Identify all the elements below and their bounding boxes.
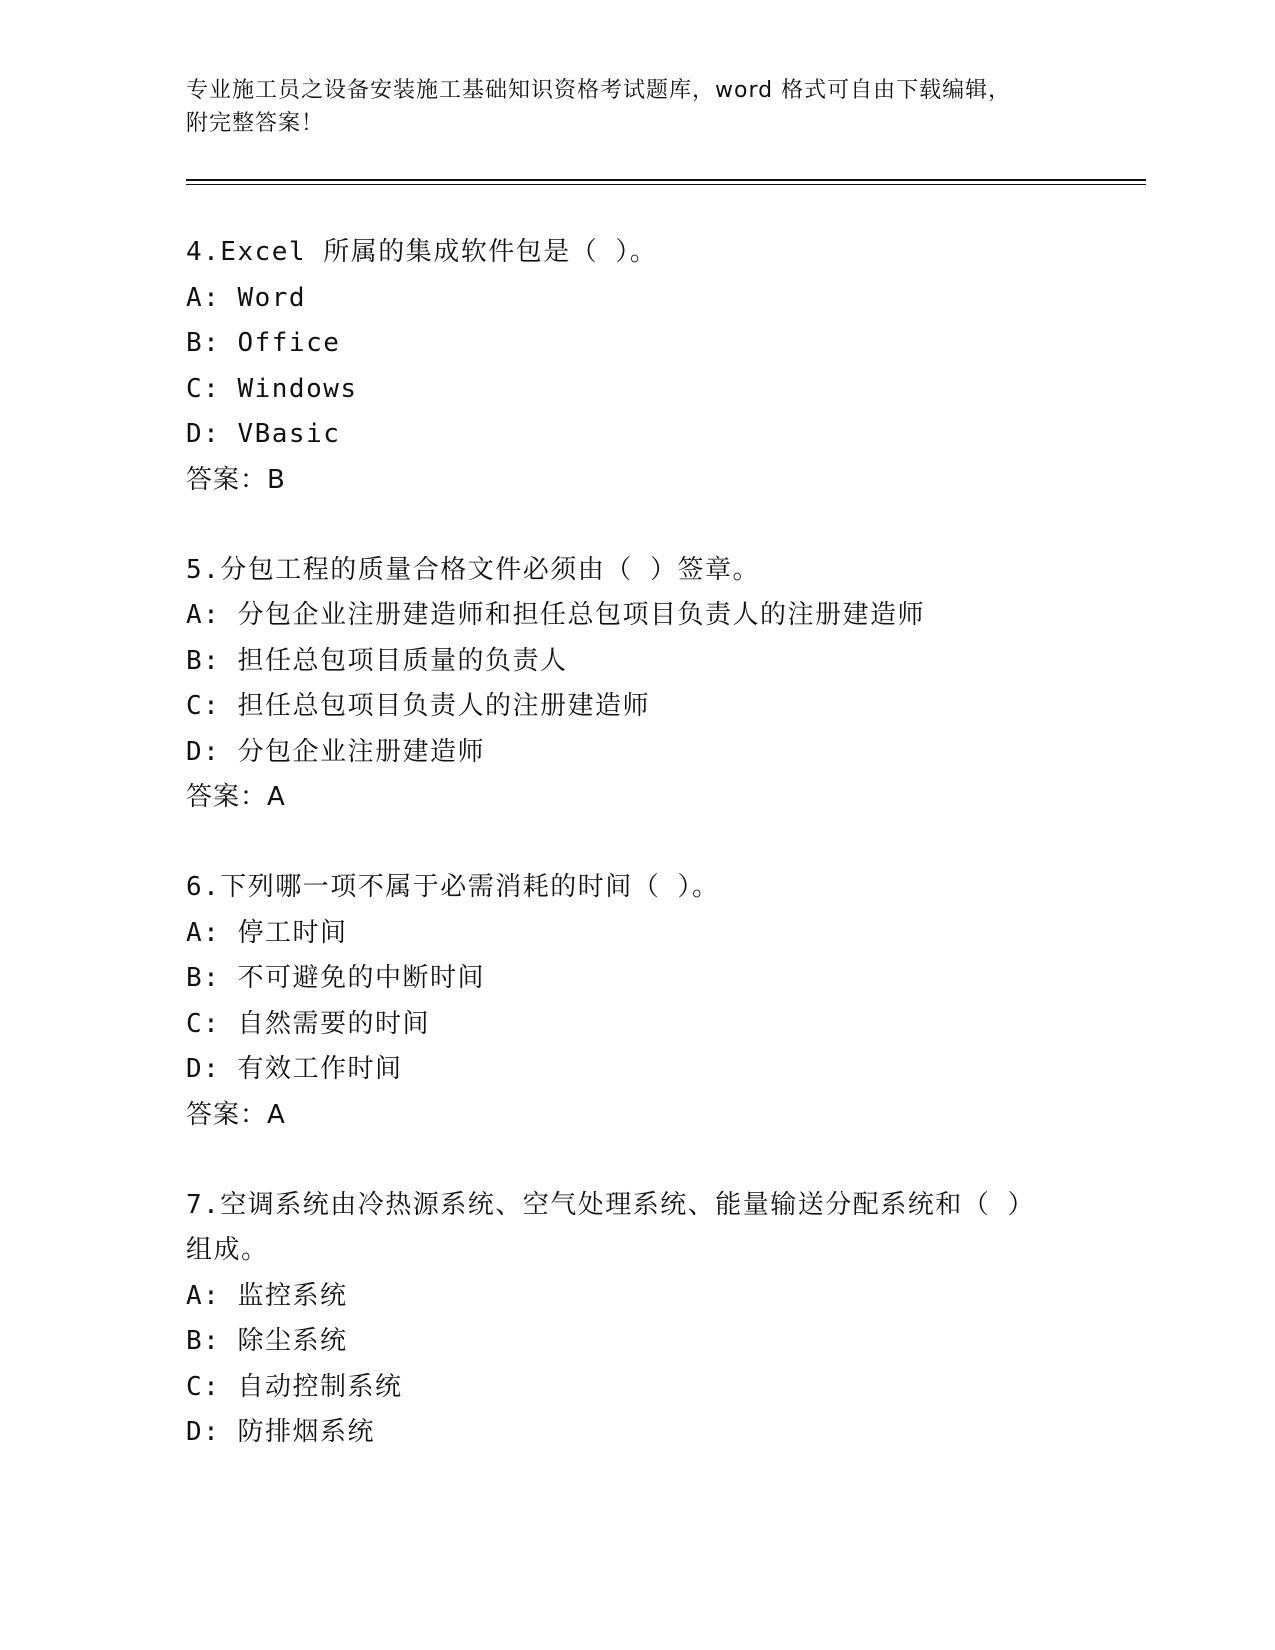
question-7	[186, 1183, 1146, 1456]
answer-value: A	[267, 1099, 286, 1130]
option-text: 防排烟系统	[237, 1417, 375, 1447]
option-text: 有效工作时间	[237, 1054, 403, 1084]
answer-line	[186, 1093, 1146, 1138]
option-text: 分包企业注册建造师	[237, 736, 485, 767]
header-rule-thin	[186, 184, 1146, 185]
option-letter: A:	[186, 282, 221, 313]
option-c	[186, 367, 1146, 413]
option-text: 担任总包项目负责人的注册建造师	[237, 691, 650, 721]
question-stem: 6.下列哪一项不属于必需消耗的时间（ ）。	[186, 872, 720, 902]
question-stem: 7.空调系统由冷热源系统、空气处理系统、能量输送分配系统和（ ）	[186, 1189, 1035, 1220]
option-d	[186, 412, 1146, 458]
question-6	[186, 865, 1146, 1138]
option-letter: B:	[186, 328, 221, 358]
option-letter: C:	[186, 1371, 221, 1402]
option-d	[186, 1410, 1146, 1456]
option-text: 停工时间	[237, 917, 348, 948]
option-text: VBasic	[237, 419, 341, 449]
header-line-1: 专业施工员之设备安装施工基础知识资格考试题库，word 格式可自由下载编辑，	[186, 78, 1012, 103]
option-letter: D:	[186, 1054, 221, 1084]
option-text: Word	[237, 282, 307, 313]
option-letter: A:	[186, 600, 221, 630]
option-text: 自然需要的时间	[237, 1008, 430, 1039]
option-text: 除尘系统	[237, 1326, 348, 1356]
answer-label: 答案：	[186, 464, 268, 495]
option-letter: D:	[186, 419, 221, 449]
option-text: 自动控制系统	[237, 1371, 403, 1402]
option-a	[186, 593, 1146, 639]
option-letter: B:	[186, 963, 221, 993]
option-letter: C:	[186, 373, 221, 404]
option-c	[186, 1365, 1146, 1411]
option-d	[186, 730, 1146, 776]
option-letter: A:	[186, 917, 221, 948]
header-line-2: 附完整答案！	[186, 111, 325, 136]
option-a	[186, 1274, 1146, 1320]
option-a	[186, 276, 1146, 322]
option-text: 监控系统	[237, 1280, 348, 1311]
option-d	[186, 1047, 1146, 1093]
option-a	[186, 911, 1146, 957]
question-5	[186, 548, 1146, 821]
option-b	[186, 956, 1146, 1002]
question-list	[186, 230, 1146, 1501]
question-stem-continued: 组成。	[186, 1235, 269, 1265]
question-4	[186, 230, 1146, 503]
answer-line	[186, 775, 1146, 820]
answer-label: 答案：	[186, 782, 268, 812]
option-letter: C:	[186, 1008, 221, 1039]
option-letter: B:	[186, 1326, 221, 1356]
option-letter: A:	[186, 1280, 221, 1311]
option-letter: B:	[186, 645, 221, 676]
answer-value: B	[267, 464, 286, 495]
option-c	[186, 684, 1146, 730]
question-stem: 4.Excel 所属的集成软件包是（ ）。	[186, 237, 658, 267]
document-header	[186, 74, 1066, 140]
option-letter: C:	[186, 691, 221, 721]
answer-label: 答案：	[186, 1099, 268, 1130]
option-b	[186, 1319, 1146, 1365]
option-text: 不可避免的中断时间	[237, 963, 485, 993]
option-c	[186, 1002, 1146, 1048]
option-text: 分包企业注册建造师和担任总包项目负责人的注册建造师	[237, 600, 925, 630]
question-stem: 5.分包工程的质量合格文件必须由（ ）签章。	[186, 554, 760, 585]
answer-value: A	[267, 782, 286, 812]
option-letter: D:	[186, 736, 221, 767]
option-text: Windows	[237, 373, 358, 404]
option-b	[186, 321, 1146, 367]
answer-line	[186, 458, 1146, 503]
option-b	[186, 639, 1146, 685]
option-letter: D:	[186, 1417, 221, 1447]
header-rule-thick	[186, 179, 1146, 181]
option-text: 担任总包项目质量的负责人	[237, 645, 568, 676]
option-text: Office	[237, 328, 341, 358]
